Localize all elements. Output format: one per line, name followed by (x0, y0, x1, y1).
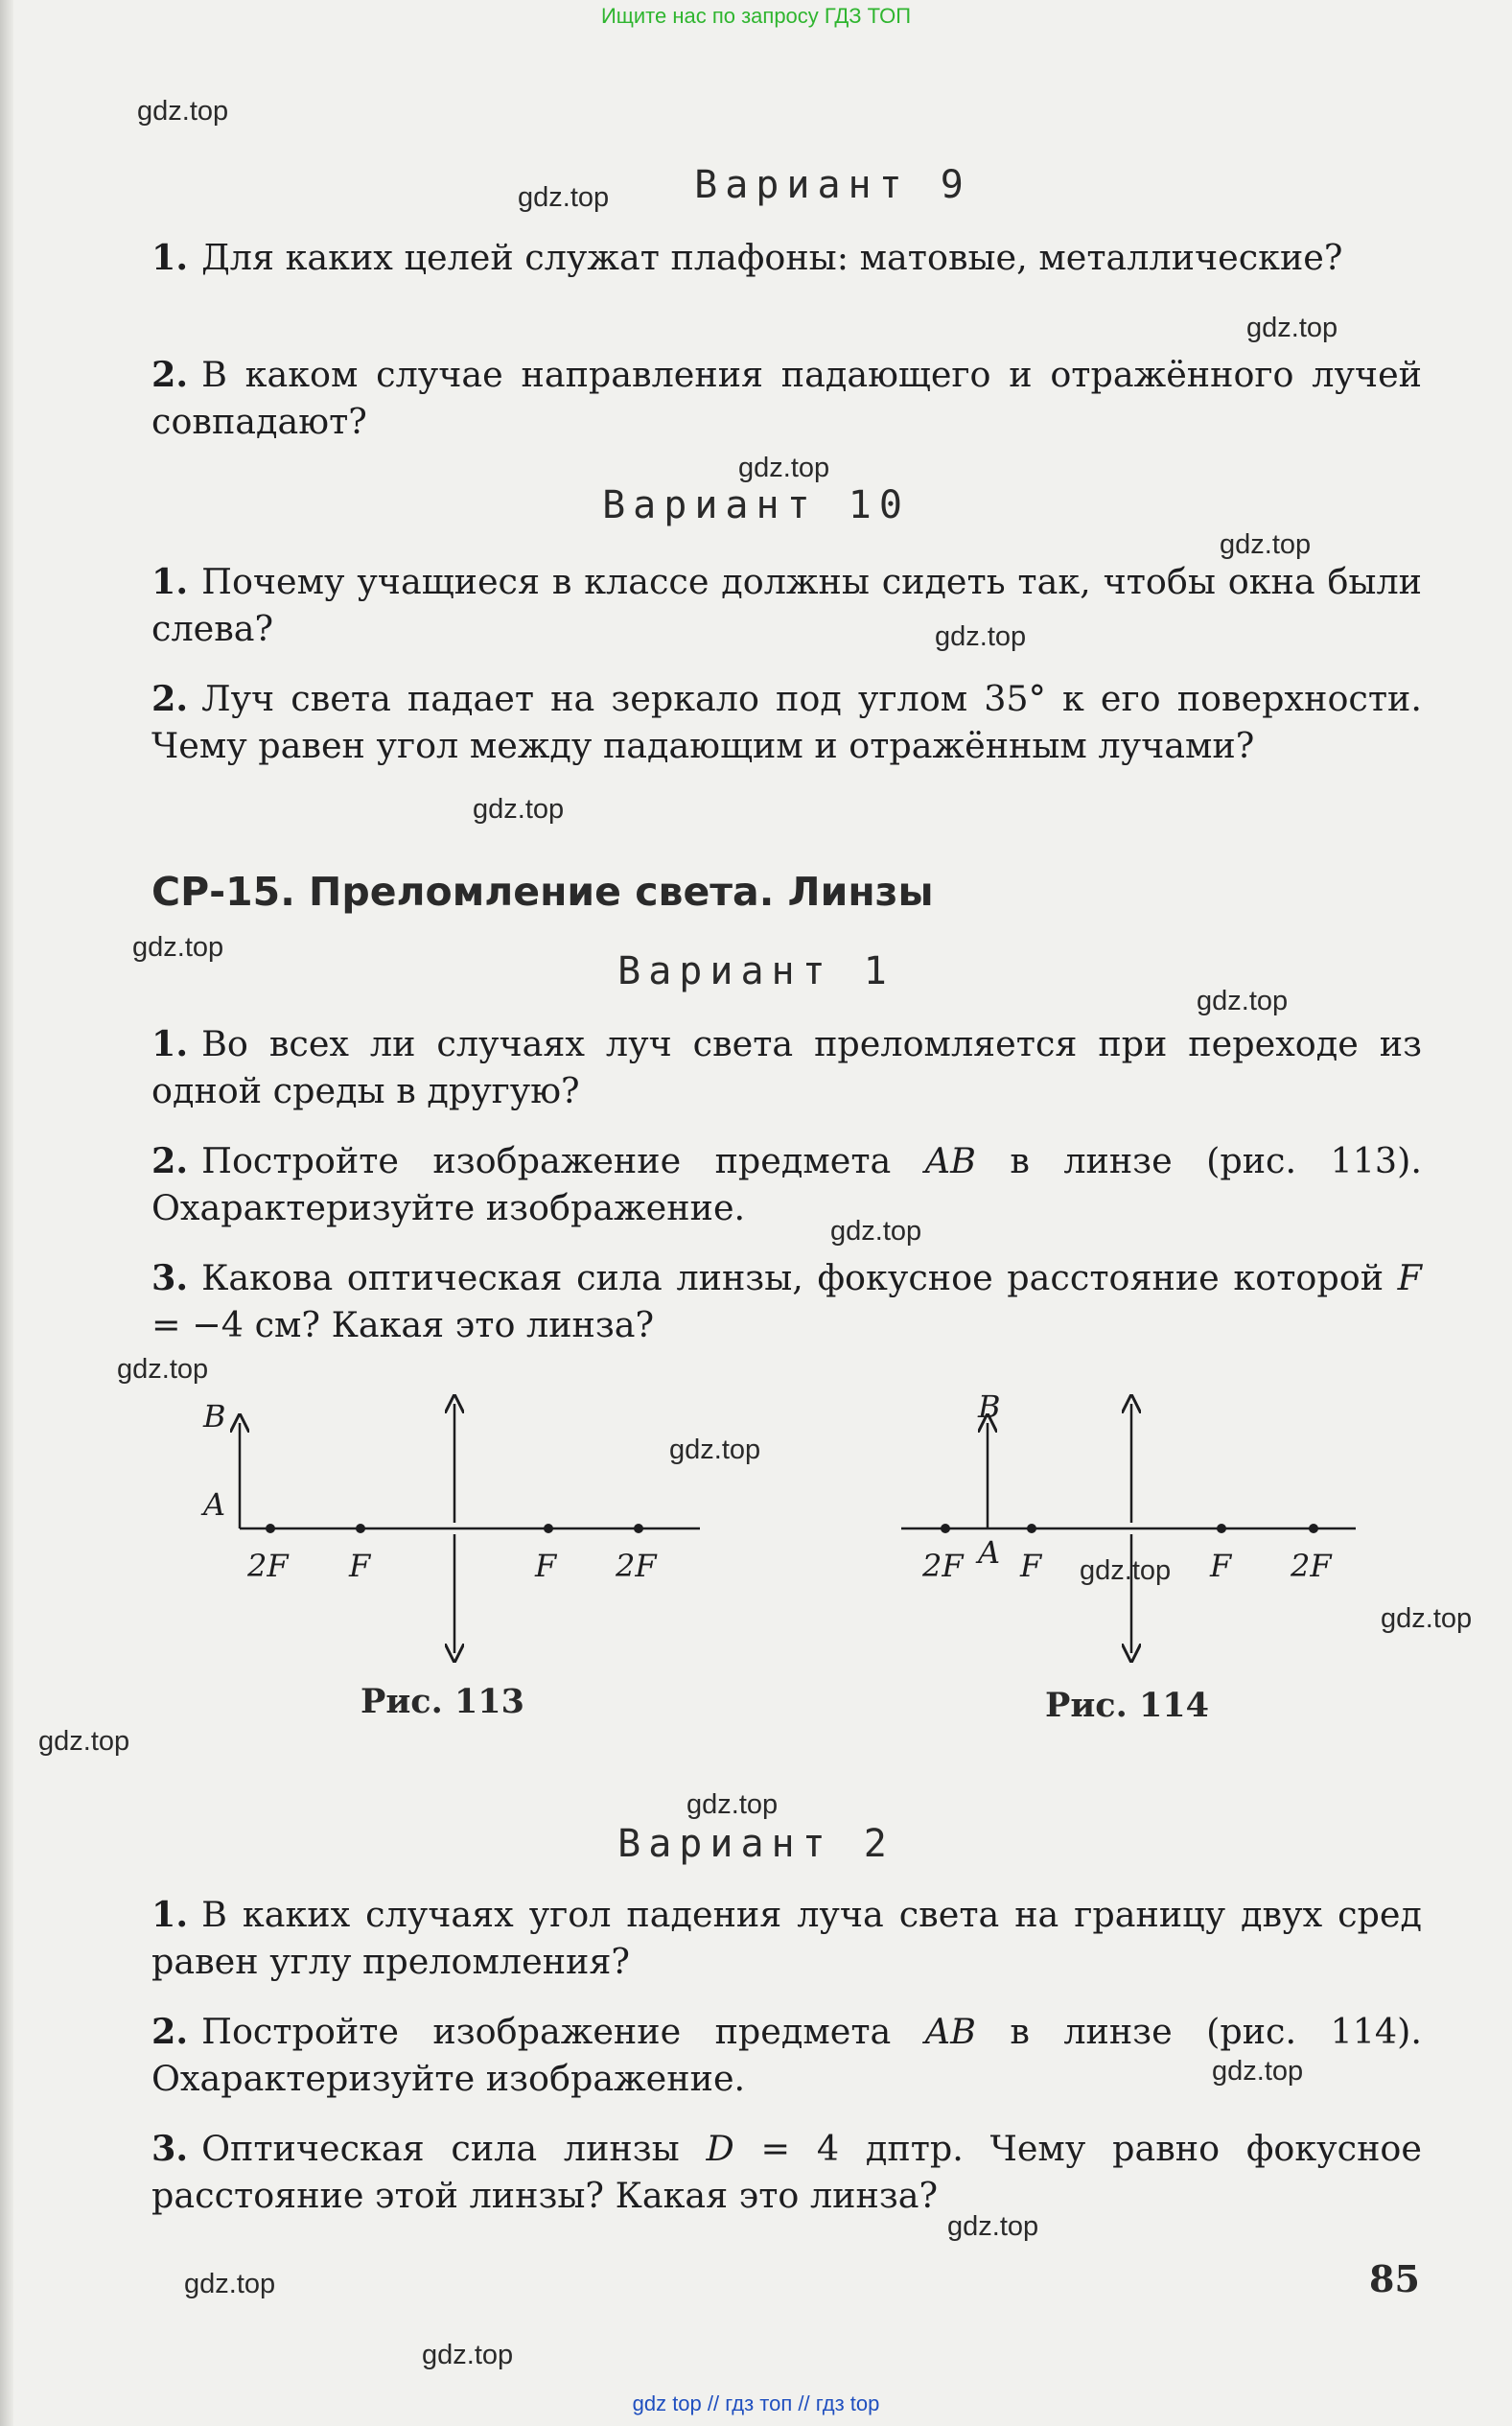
watermark: gdz.top (1381, 1603, 1473, 1634)
watermark: gdz.top (935, 621, 1027, 652)
figure-114-caption: Рис. 114 (1045, 1686, 1210, 1725)
section-title: СР-15. Преломление света. Линзы (151, 869, 934, 915)
watermark: gdz.top (132, 932, 224, 963)
watermark: gdz.top (1212, 2056, 1304, 2087)
variant9-question-1: 1. Для каких целей служат плафоны: матовые, металлические? (151, 237, 1343, 278)
label-B: B (203, 1398, 226, 1435)
label-2F-right: 2F (616, 1548, 657, 1584)
watermark: gdz.top (1197, 986, 1289, 1016)
point-f-left (1027, 1524, 1036, 1533)
watermark: gdz.top (518, 182, 610, 213)
variant2-question-2: 2. Постройте изображение предмета AB в линзе (рис. 114). Охарактеризуйте изображение. (151, 2011, 1422, 2099)
watermark: gdz.top (422, 2340, 514, 2370)
label-B: B (978, 1390, 1001, 1425)
variant9-heading: Вариант 9 (694, 163, 971, 207)
point-2f-left (266, 1524, 275, 1533)
variant10-heading: Вариант 10 (602, 483, 910, 527)
figure-113-caption: Рис. 113 (361, 1682, 525, 1721)
figure-113 (182, 1390, 719, 1668)
point-f-left (356, 1524, 365, 1533)
watermark: gdz.top (184, 2269, 276, 2299)
variant2-question-1: 1. В каких случаях угол падения луча света на границу двух сред равен углу преломления? (151, 1894, 1422, 1982)
variant10-question-2: 2. Луч света падает на зеркало под углом 35° к его поверхности. Чему равен угол между падающим и отражённым лучами? (151, 678, 1422, 766)
point-f-right (1217, 1524, 1226, 1533)
point-f-right (544, 1524, 553, 1533)
watermark: gdz.top (117, 1354, 209, 1385)
label-F-right: F (535, 1548, 557, 1584)
point-2f-right (1309, 1524, 1318, 1533)
variant2-question-3: 3. Оптическая сила линзы D = 4 дптр. Чему равно фокусное расстояние этой линзы? Какая это линза? (151, 2128, 1423, 2216)
variant10-question-1: 1. Почему учащиеся в классе должны сидеть так, чтобы окна были слева? (151, 561, 1422, 649)
variant9-question-2: 2. В каком случае направления падающего и отражённого лучей совпадают? (151, 354, 1422, 442)
label-2F-left: 2F (247, 1548, 289, 1584)
page-number: 85 (1369, 2257, 1420, 2300)
label-F-left: F (1020, 1548, 1042, 1584)
watermark: gdz.top (947, 2211, 1039, 2242)
variant1-heading: Вариант 1 (617, 949, 895, 993)
label-F-left: F (349, 1548, 371, 1584)
watermark: gdz.top (1246, 313, 1338, 343)
label-F-right: F (1210, 1548, 1232, 1584)
variant1-question-1: 1. Во всех ли случаях луч света преломляется при переходе из одной среды в другую? (151, 1023, 1422, 1111)
bottom-banner[interactable]: gdz top // гдз топ // гдз top (632, 2391, 880, 2415)
watermark: gdz.top (738, 453, 830, 483)
watermark: gdz.top (686, 1789, 779, 1820)
point-2f-right (634, 1524, 643, 1533)
watermark: gdz.top (1220, 529, 1312, 560)
point-2f-left (941, 1524, 950, 1533)
label-A: A (203, 1486, 226, 1523)
watermark: gdz.top (473, 794, 565, 825)
watermark: gdz.top (669, 1435, 761, 1465)
page-edge (0, 0, 13, 2426)
watermark: gdz.top (1080, 1555, 1172, 1586)
label-A: A (978, 1534, 1001, 1571)
label-2F-right: 2F (1291, 1548, 1332, 1584)
top-banner[interactable]: Ищите нас по запросу ГДЗ ТОП (600, 4, 912, 28)
label-2F-left: 2F (922, 1548, 964, 1584)
figure-114 (901, 1390, 1361, 1668)
watermark: gdz.top (38, 1726, 130, 1757)
variant1-question-2: 2. Постройте изображение предмета AB в линзе (рис. 113). Охарактеризуйте изображение. (151, 1140, 1422, 1228)
watermark: gdz.top (137, 96, 229, 127)
watermark: gdz.top (830, 1216, 922, 1247)
variant2-heading: Вариант 2 (617, 1822, 895, 1866)
variant1-question-3: 3. Какова оптическая сила линзы, фокусное расстояние которой F = −4 см? Какая это линза? (151, 1257, 1422, 1345)
